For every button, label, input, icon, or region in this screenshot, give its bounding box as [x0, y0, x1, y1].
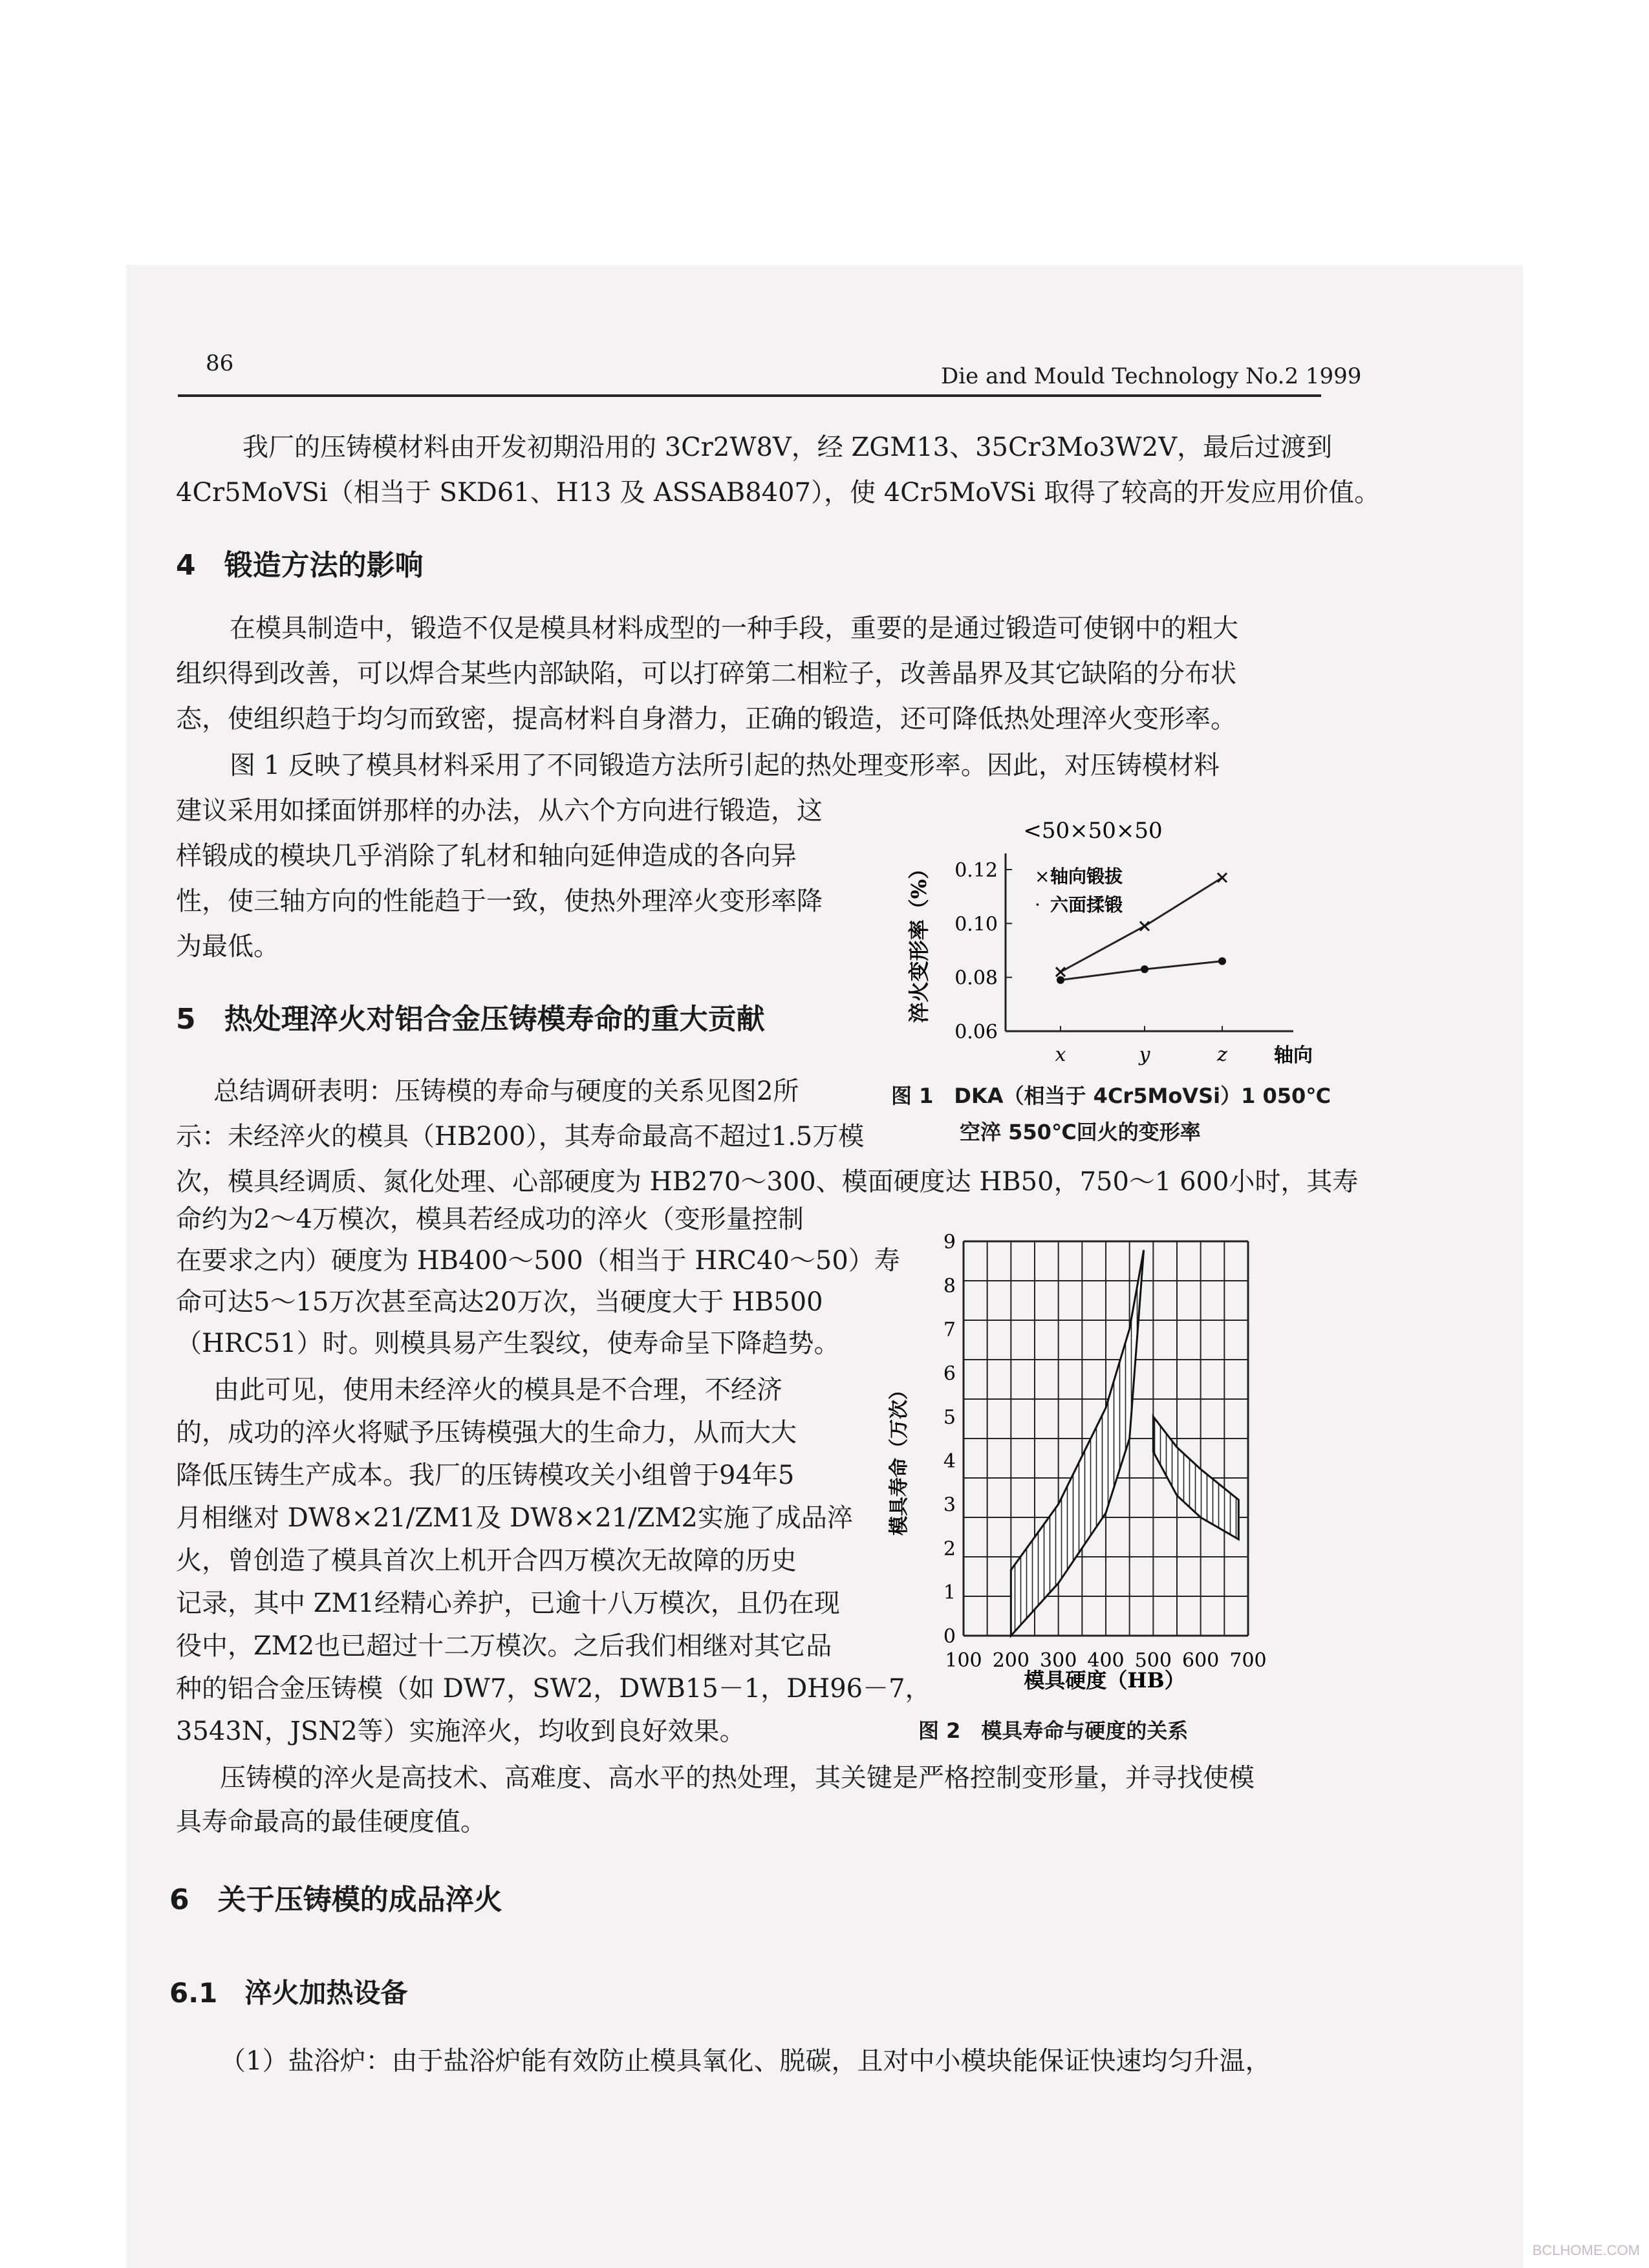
figure-2-y-tick-label: 2 — [943, 1537, 956, 1561]
header-rule — [178, 394, 1321, 397]
section-heading: 6 关于压铸模的成品淬火 — [169, 1883, 502, 1916]
journal-title: Die and Mould Technology No.2 1999 — [941, 363, 1362, 389]
figure-1-data-point — [1218, 873, 1227, 883]
figure-2-y-tick-label: 6 — [943, 1362, 956, 1385]
figure-2-y-tick-label: 1 — [943, 1581, 956, 1605]
figure-1-caption: 空淬 550℃回火的变形率 — [960, 1120, 1201, 1144]
figure-1-legend-marker: × — [1035, 866, 1050, 887]
page-number: 86 — [206, 350, 234, 376]
figure-2-chart — [867, 1225, 1319, 1717]
figure-1-legend-label: 六面揉锻 — [1050, 894, 1123, 915]
figure-2-y-tick-label: 7 — [943, 1318, 956, 1342]
figure-1-series-line — [1061, 878, 1222, 972]
figure-2-x-tick-label: 700 — [1229, 1649, 1267, 1672]
figure-1-y-tick-label: 0.12 — [954, 859, 998, 882]
paragraph-line: 为最低。 — [176, 932, 279, 961]
paragraph-line: 图 1 反映了模具材料采用了不同锻造方法所引起的热处理变形率。因此，对压铸模材料 — [230, 751, 1220, 780]
figure-1-y-tick-label: 0.06 — [954, 1021, 998, 1043]
figure-1-x-tick-label: x — [1055, 1043, 1066, 1066]
subsection-heading: 6.1 淬火加热设备 — [169, 1977, 408, 2009]
figure-2-y-tick-label: 0 — [943, 1625, 956, 1648]
figure-2-y-label: 模具寿命（万次） — [888, 1380, 911, 1535]
paragraph-line: 役中，ZM2也已超过十二万模次。之后我们相继对其它品 — [176, 1631, 832, 1661]
figure-2-x-tick-label: 300 — [1040, 1649, 1077, 1672]
paragraph-line: 记录，其中 ZM1经精心养护，已逾十八万模次，且仍在现 — [176, 1589, 840, 1618]
figure-2-y-tick-label: 8 — [943, 1274, 956, 1298]
paragraph-line: 样锻成的模块几乎消除了轧材和轴向延伸造成的各向异 — [176, 841, 797, 871]
paragraph-line: 次，模具经调质、氮化处理、心部硬度为 HB270～300、模面硬度达 HB50，750～1 600小时，其寿 — [176, 1167, 1359, 1197]
paragraph-line: 在要求之内）硬度为 HB400～500（相当于 HRC40～50）寿 — [176, 1246, 900, 1276]
paragraph-line: （1）盐浴炉：由于盐浴炉能有效防止模具氧化、脱碳，且对中小模块能保证快速均匀升温， — [220, 2046, 1271, 2076]
figure-1-legend-label: 轴向锻拔 — [1050, 866, 1123, 887]
figure-1-caption: 图 1 DKA（相当于 4Cr5MoVSi）1 050℃ — [891, 1084, 1331, 1108]
figure-2-y-tick-label: 4 — [943, 1450, 956, 1473]
watermark: BCLHOME.COM — [1532, 2242, 1640, 2258]
paragraph-line: 示：未经淬火的模具（HB200），其寿命最高不超过1.5万模 — [176, 1122, 865, 1151]
figure-2-x-label: 模具硬度（HB） — [1024, 1668, 1185, 1693]
paragraph-line: 月相继对 DW8×21/ZM1及 DW8×21/ZM2实施了成品淬 — [176, 1503, 853, 1533]
section-heading: 5 热处理淬火对铝合金压铸模寿命的重大贡献 — [176, 1003, 765, 1036]
paragraph-line: 3543N，JSN2等）实施淬火，均收到良好效果。 — [176, 1717, 746, 1746]
paragraph-line: 命约为2～4万模次，模具若经成功的淬火（变形量控制 — [176, 1204, 804, 1234]
figure-1-x-tick-label: y — [1139, 1043, 1150, 1066]
paragraph-line: 种的铝合金压铸模（如 DW7，SW2，DWB15－1，DH96－7， — [176, 1674, 931, 1704]
paragraph-line: 压铸模的淬火是高技术、高难度、高水平的热处理，其关键是严格控制变形量，并寻找使模 — [220, 1763, 1255, 1793]
figure-2-x-tick-label: 100 — [945, 1649, 982, 1672]
figure-2-x-tick-label: 600 — [1182, 1649, 1220, 1672]
paragraph-line: 总结调研表明：压铸模的寿命与硬度的关系见图2所 — [213, 1076, 799, 1106]
paragraph-line: 火，曾创造了模具首次上机开合四万模次无故障的历史 — [176, 1546, 797, 1576]
paragraph-line: 建议采用如揉面饼那样的办法，从六个方向进行锻造，这 — [176, 796, 823, 826]
figure-1-y-tick-label: 0.08 — [954, 967, 998, 990]
figure-1-x-tick-label: z — [1217, 1043, 1227, 1066]
figure-2-y-tick-label: 3 — [943, 1493, 956, 1517]
figure-2-y-tick-label: 9 — [943, 1231, 956, 1254]
figure-2-caption: 图 2 模具寿命与硬度的关系 — [918, 1718, 1189, 1743]
figure-1-data-point — [1057, 976, 1064, 984]
intro-line: 4Cr5MoVSi（相当于 SKD61、H13 及 ASSAB8407），使 4Cr5MoVSi 取得了较高的开发应用价值。 — [176, 478, 1381, 508]
section-heading: 4 锻造方法的影响 — [176, 549, 424, 582]
figure-2-x-tick-label: 500 — [1134, 1649, 1172, 1672]
paragraph-line: （HRC51）时。则模具易产生裂纹，使寿命呈下降趋势。 — [176, 1329, 840, 1358]
figure-2-y-tick-label: 5 — [943, 1406, 956, 1429]
paragraph-line: 态，使组织趋于均匀而致密，提高材料自身潜力，正确的锻造，还可降低热处理淬火变形率。 — [176, 704, 1236, 734]
figure-2-life-band — [1011, 1250, 1143, 1636]
paragraph-line: 由此可见，使用未经淬火的模具是不合理，不经济 — [213, 1375, 782, 1405]
paragraph-line: 命可达5～15万次甚至高达20万次，当硬度大于 HB500 — [176, 1287, 823, 1317]
figure-1-data-point — [1141, 965, 1148, 973]
figure-1-data-point — [1056, 967, 1065, 976]
figure-2-x-tick-label: 400 — [1087, 1649, 1125, 1672]
paragraph-line: 在模具制造中，锻造不仅是模具材料成型的一种手段，重要的是通过锻造可使钢中的粗大 — [230, 614, 1238, 643]
figure-1-data-point — [1218, 957, 1226, 965]
paragraph-line: 组织得到改善，可以焊合某些内部缺陷，可以打碎第二相粒子，改善晶界及其它缺陷的分布状 — [176, 659, 1236, 689]
paragraph-line: 的，成功的淬火将赋予压铸模强大的生命力，从而大大 — [176, 1418, 797, 1448]
figure-1-chart — [892, 808, 1345, 1080]
paragraph-line: 降低压铸生产成本。我厂的压铸模攻关小组曾于94年5 — [176, 1460, 795, 1490]
figure-1-legend-marker: · — [1035, 894, 1040, 915]
figure-1-y-tick-label: 0.10 — [954, 913, 998, 936]
figure-1-y-label: 淬火变形率（%） — [907, 858, 931, 1023]
intro-line: 我厂的压铸模材料由开发初期沿用的 3Cr2W8V，经 ZGM13、35Cr3Mo3W2V，最后过渡到 — [242, 433, 1333, 462]
figure-1-x-label: 轴向 — [1274, 1044, 1313, 1067]
paragraph-line: 性，使三轴方向的性能趋于一致，使热外理淬火变形率降 — [176, 886, 823, 916]
paragraph-line: 具寿命最高的最佳硬度值。 — [176, 1807, 486, 1837]
figure-1-data-point — [1140, 922, 1149, 931]
figure-2-x-tick-label: 200 — [992, 1649, 1029, 1672]
figure-1-title: <50×50×50 — [1023, 818, 1163, 844]
